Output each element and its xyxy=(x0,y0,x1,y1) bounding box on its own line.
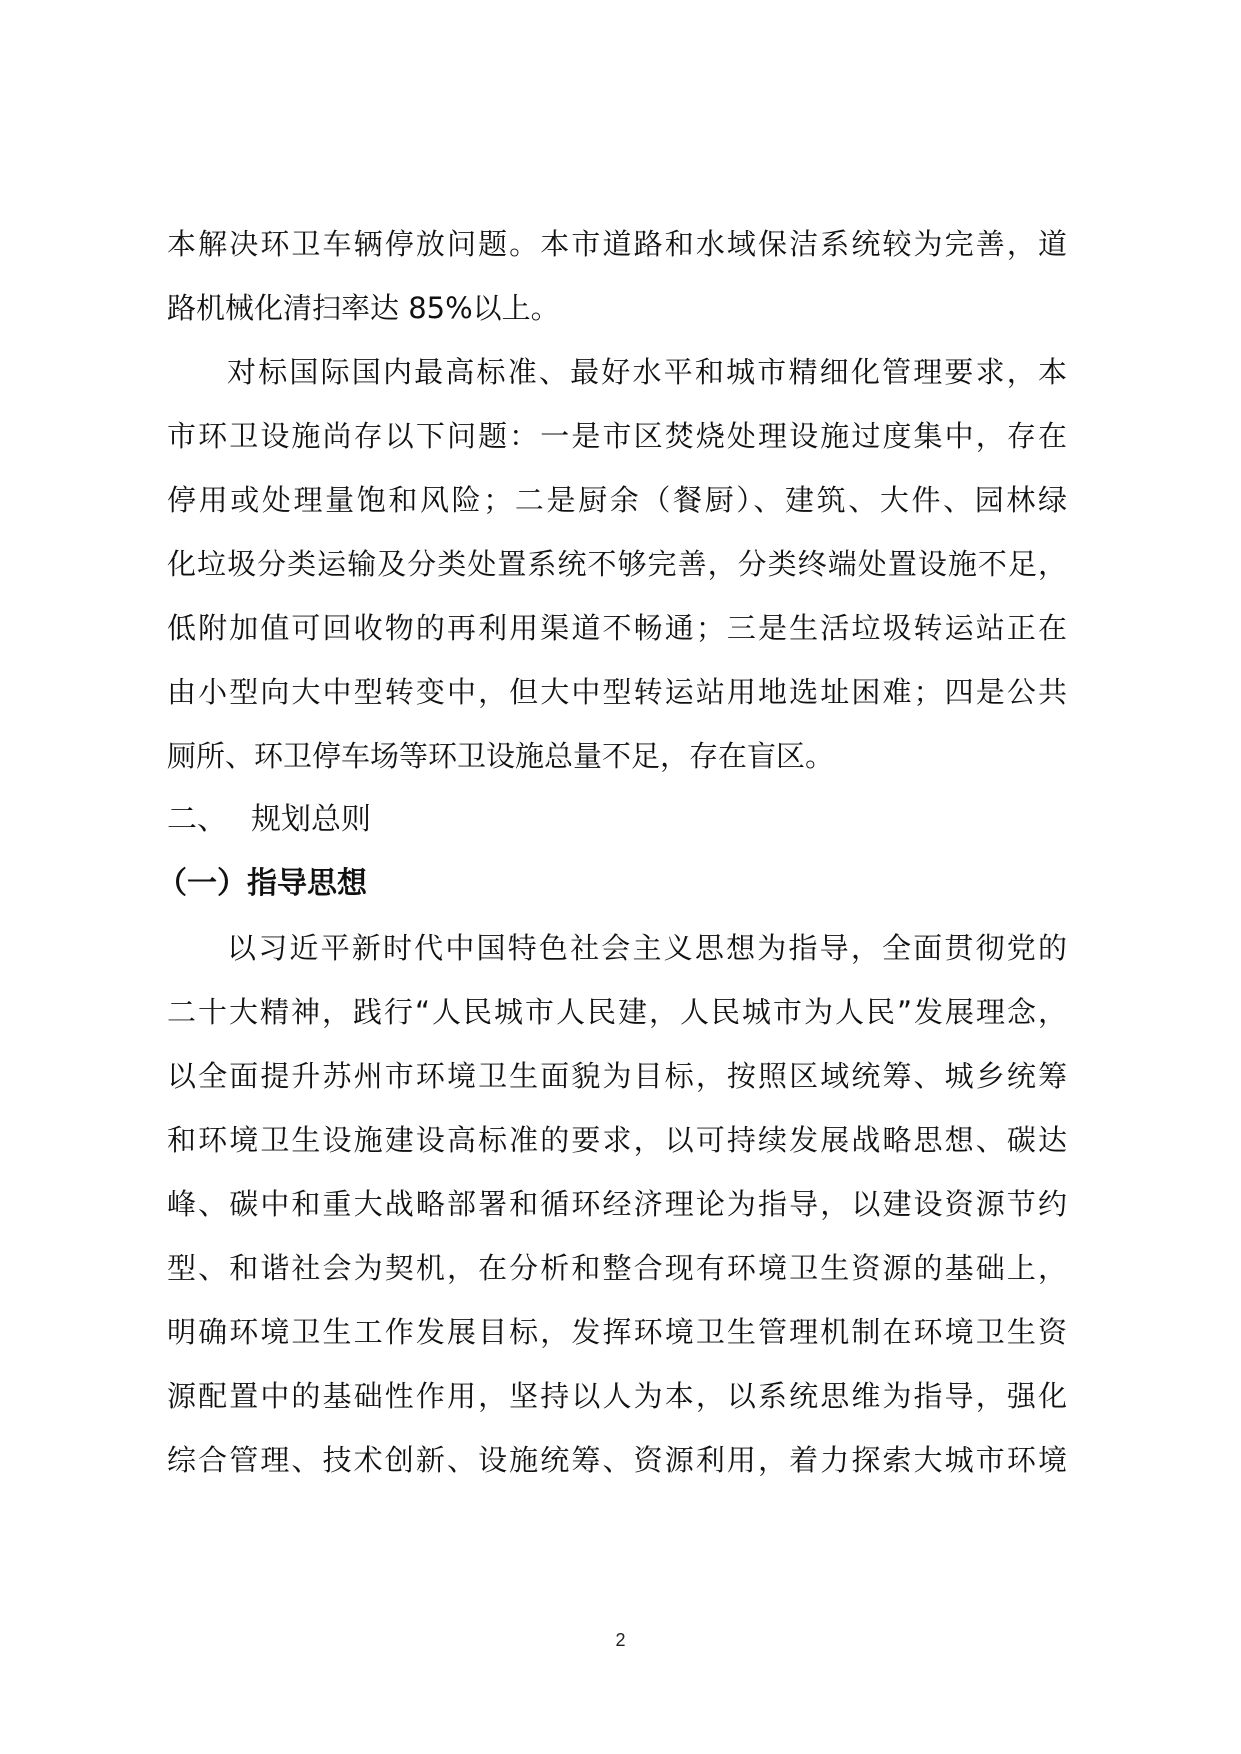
paragraph-2-line-3: 停用或处理量饱和风险；二是厨余（餐厨）、建筑、大件、园林绿 xyxy=(167,483,1067,517)
section-number: 二、 xyxy=(167,802,227,837)
paragraph-3-line-9: 综合管理、技术创新、设施统筹、资源利用，着力探索大城市环境 xyxy=(167,1443,1067,1477)
paragraph-3-line-4: 和环境卫生设施建设高标准的要求，以可持续发展战略思想、碳达 xyxy=(167,1123,1067,1157)
paragraph-3-line-5: 峰、碳中和重大战略部署和循环经济理论为指导，以建设资源节约 xyxy=(167,1187,1067,1221)
paragraph-3-line-7: 明确环境卫生工作发展目标，发挥环境卫生管理机制在环境卫生资 xyxy=(167,1315,1067,1349)
paragraph-2-line-1: 对标国际国内最高标准、最好水平和城市精细化管理要求，本 xyxy=(227,355,1067,389)
subsection-heading: （一）指导思想 xyxy=(157,866,367,901)
paragraph-1-line-1: 本解决环卫车辆停放问题。本市道路和水域保洁系统较为完善，道 xyxy=(167,227,1067,261)
paragraph-2-line-6: 由小型向大中型转变中，但大中型转运站用地选址困难；四是公共 xyxy=(167,675,1067,709)
paragraph-3-line-3: 以全面提升苏州市环境卫生面貌为目标，按照区域统筹、城乡统筹 xyxy=(167,1059,1067,1093)
paragraph-2-line-5: 低附加值可回收物的再利用渠道不畅通；三是生活垃圾转运站正在 xyxy=(167,611,1067,645)
paragraph-3-line-8: 源配置中的基础性作用，坚持以人为本，以系统思维为指导，强化 xyxy=(167,1379,1067,1413)
paragraph-3-line-1: 以习近平新时代中国特色社会主义思想为指导，全面贯彻党的 xyxy=(227,931,1067,965)
section-title: 规划总则 xyxy=(251,802,371,837)
section-heading xyxy=(167,802,371,838)
page-number: 2 xyxy=(615,1630,626,1650)
paragraph-2-line-2: 市环卫设施尚存以下问题：一是市区焚烧处理设施过度集中，存在 xyxy=(167,419,1067,453)
paragraph-2-line-7: 厕所、环卫停车场等环卫设施总量不足，存在盲区。 xyxy=(167,739,835,773)
paragraph-1-line-2: 路机械化清扫率达 85%以上。 xyxy=(167,291,560,325)
paragraph-3-line-6: 型、和谐社会为契机，在分析和整合现有环境卫生资源的基础上， xyxy=(167,1251,1067,1285)
paragraph-3-line-2: 二十大精神，践行“人民城市人民建，人民城市为人民”发展理念， xyxy=(167,995,1067,1029)
paragraph-2-line-4: 化垃圾分类运输及分类处置系统不够完善，分类终端处置设施不足， xyxy=(167,547,1067,581)
